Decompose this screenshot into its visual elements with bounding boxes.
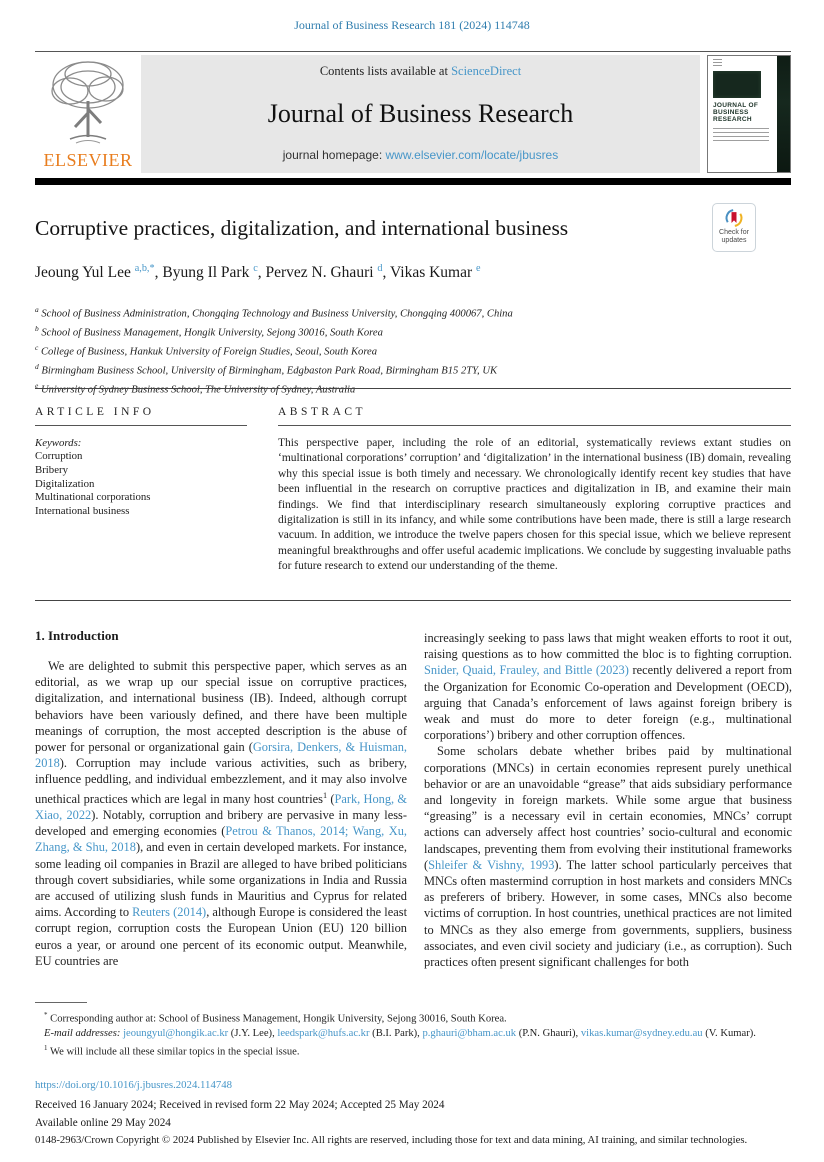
homepage-prefix: journal homepage:	[282, 148, 386, 162]
keyword-item: International business	[35, 505, 130, 518]
journal-cover-thumbnail	[707, 55, 791, 173]
intro-paragraph-1-continued: increasingly seeking to pass laws that might weaken efforts to root it out, raising questions as to how committed the bloc is to fighting corruption. Snider, Quaid, Frauley, and Bittle (2023) recently delivered a report from the Organization for Economic Co-operation and Development (OECD), arguing that Canada’s enforcement of laws against foreign bribery is weak and must do more to deter foreign (e.g., multinational corporations’) bribery and other corruption offences.	[424, 631, 793, 743]
article-footer	[35, 1079, 805, 1150]
keyword-item: Digitalization	[35, 477, 95, 490]
section-divider-bottom	[35, 600, 791, 601]
inline-link[interactable]: p.ghauri@bham.ac.uk	[422, 1027, 517, 1039]
available-online: Available online 29 May 2024	[35, 1116, 171, 1129]
journal-citation-header: Journal of Business Research 181 (2024) 114748	[294, 18, 530, 32]
intro-paragraph-2: Some scholars debate whether bribes paid by multinational corporations (MNCs) in certain economies represent purely unethical behavior or are an unavoidable “grease” that aids subsidiary performance and longevity in foreign markets. While some argue that business “greasing” is a necessary evil in certain economies, MNCs’ corrupt actions can adversely affect host countries’ socio-cultural and economic landscapes, preventing them from evolving their institutional frameworks (Shleifer & Vishny, 1993). The latter school particularly perceives that MNCs often mastermind corruption in host markets and considers MNCs as preferers of bribery. However, in some cases, MNCs also become victims of corruption. In host countries, unethical practices are not limited to MNCs as they also emerge from governments, suppliers, business associates, and even civil society and judiciary (i.e., as corruption). Such practices often present significant challenges for both	[424, 744, 792, 970]
footnote-1: $^1$ We will include all these similar topics in the special issue.	[44, 1043, 300, 1058]
inline-link[interactable]: Park, Hong, & Xiao, 2022	[35, 791, 407, 822]
copyright-line: 0148-2963/Crown Copyright © 2024 Published by Elsevier Inc. All rights are reserved, including those for text and data mining, AI training, and similar technologies.	[35, 1134, 748, 1146]
contents-line	[320, 64, 521, 79]
header-top-rule	[35, 51, 791, 52]
article-info-heading: ARTICLE INFO	[35, 406, 155, 418]
affiliations	[35, 303, 513, 398]
masthead-center-panel	[141, 55, 700, 173]
affiliation-b: $^b$ School of Business Management, Hongik University, Sejong 30016, South Korea	[35, 323, 383, 339]
abstract-text: This perspective paper, including the role of an editorial, systematically reviews extant studies on ‘multinational corporations’ corruption’ and ‘digitalization’ in the international business (IB) domain, revealing why this special issue is both timely and necessary. We chronologically identify recent key studies that have been influential in the research on corruptive practices and digitalization in IB, and examine their main findings. We find that interdisciplinary research simultaneously exploring corruptive practices and digitalization is still in its infancy, and while some contributions have been made, there is still a large research vacuum. In addition, we introduce the twelve papers chosen for this special issue, which we believe represent meaningful breakthroughs and offer useful academic implications. We conclude by suggesting invaluable paths for future research to extend our understanding of the theme.	[278, 437, 791, 573]
intro-paragraph-1: We are delighted to submit this perspective paper, which serves as an editorial, as we wrap up our special issue on corruptive practices, digitalization, and international business (IB). Indeed, although corrupt behaviors have been variously defined, and there have been multiple meanings of corruption, the most accepted description is the abuse of power for personal or organizational gain (Gorsira, Denkers, & Huisman, 2018). Corruption may include various activities, such as bribery, influence peddling, and individual embezzlement, and it may also involve unethical practices which are legal in many host countries$^1$ (Park, Hong, & Xiao, 2022). Notably, corruption and bribery are pervasive in many less-developed and emerging economies (Petrou & Thanos, 2014; Wang, Xu, Zhang, & Shu, 2018), and even in certain developed markets. For instance, some leading oil companies in Brazil are alleged to have bribed politicians through covert subsidiaries, while some organizations in India and Russia are accused of utilizing slush funds in Mauritius and Cyprus for related aims. According to Reuters (2014), although Europe is considered the least corrupt region, corruption costs the European Union (EU) 120 billion euros a year, or around one percent of its economic output. Meanwhile, EU countries are	[35, 659, 408, 968]
inline-link[interactable]: Reuters (2014)	[132, 905, 207, 920]
inline-link[interactable]: Snider, Quaid, Frauley, and Bittle (2023)	[424, 663, 629, 678]
affiliation-c: $^c$ College of Business, Hankuk University of Foreign Studies, Seoul, South Korea	[35, 342, 378, 358]
affiliation-e: $^e$ University of Sydney Business School, The University of Sydney, Australia	[35, 380, 356, 396]
corresponding-author-note: * Corresponding author at: School of Business Management, Hongik University, Sejong 30016, South Korea.	[44, 1011, 507, 1025]
abstract-section	[278, 406, 791, 575]
elsevier-logo	[35, 55, 141, 173]
article-info-rule	[35, 425, 247, 426]
received-dates: Received 16 January 2024; Received in revised form 22 May 2024; Accepted 25 May 2024	[35, 1099, 445, 1111]
section-divider-top	[35, 388, 791, 389]
cover-mini-logo	[713, 59, 722, 68]
affiliation-d: $^d$ Birmingham Business School, University of Birmingham, Edgbaston Park Road, Birmingham B15 2TY, UK	[35, 361, 498, 377]
email-addresses-note: E-mail addresses: jeoungyul@hongik.ac.kr (J.Y. Lee), leedspark@hufs.ac.kr (B.I. Park), p.ghauri@bham.ac.uk (P.N. Ghauri), vikas.kumar@sydney.edu.au (V. Kumar).	[44, 1027, 756, 1039]
keywords-label: Keywords:	[35, 437, 82, 449]
body-column-right	[424, 630, 792, 970]
cover-fine-print	[713, 128, 769, 144]
footnote-divider	[35, 1002, 87, 1003]
article-info-section	[35, 406, 247, 519]
abstract-rule	[278, 425, 791, 426]
journal-title: Journal of Business Research	[267, 98, 574, 128]
journal-masthead	[35, 55, 791, 173]
elsevier-tree-icon	[42, 55, 134, 149]
keyword-item: Bribery	[35, 463, 68, 476]
abstract-heading: ABSTRACT	[278, 406, 367, 418]
check-for-updates-badge[interactable]	[712, 203, 756, 252]
masthead-divider-bar	[35, 178, 791, 185]
sciencedirect-link[interactable]: ScienceDirect	[451, 64, 522, 78]
cover-right-strip	[777, 56, 790, 172]
affiliation-a: $^a$ School of Business Administration, Chongqing Technology and Business University, Chongqing 400067, China	[35, 305, 513, 320]
crossmark-icon	[724, 208, 744, 228]
contents-prefix: Contents lists available at	[319, 64, 452, 78]
keyword-item: Corruption	[35, 450, 83, 462]
inline-link[interactable]: Petrou & Thanos, 2014; Wang, Xu, Zhang, & Shu, 2018	[35, 824, 407, 855]
section-heading-introduction: 1. Introduction	[35, 628, 119, 643]
inline-link[interactable]: vikas.kumar@sydney.edu.au	[580, 1027, 703, 1039]
author-list: Jeoung Yul Lee $^{a,b,*}$, Byung Il Park $^c$, Pervez N. Ghauri $^d$, Vikas Kumar $^e$	[35, 263, 481, 282]
inline-link[interactable]: Gorsira, Denkers, & Huisman, 2018	[35, 740, 407, 771]
inline-link[interactable]: jeoungyul@hongik.ac.kr	[123, 1027, 229, 1039]
article-title: Corruptive practices, digitalization, and international business	[35, 216, 569, 240]
badge-label: Check for updates	[719, 229, 749, 244]
keyword-item: Multinational corporations	[35, 491, 151, 504]
doi-link[interactable]: https://doi.org/10.1016/j.jbusres.2024.114748	[35, 1079, 233, 1091]
inline-link[interactable]: leedspark@hufs.ac.kr	[277, 1027, 370, 1039]
cover-title: JOURNAL OF BUSINESS RESEARCH	[713, 102, 759, 123]
inline-link[interactable]: Shleifer & Vishny, 1993	[428, 857, 555, 872]
footnotes-block	[35, 1008, 793, 1060]
cover-green-block	[713, 71, 761, 98]
homepage-line	[283, 148, 558, 162]
homepage-link[interactable]: www.elsevier.com/locate/jbusres	[385, 148, 559, 162]
elsevier-wordmark: ELSEVIER	[43, 150, 133, 170]
body-column-left	[35, 658, 407, 969]
